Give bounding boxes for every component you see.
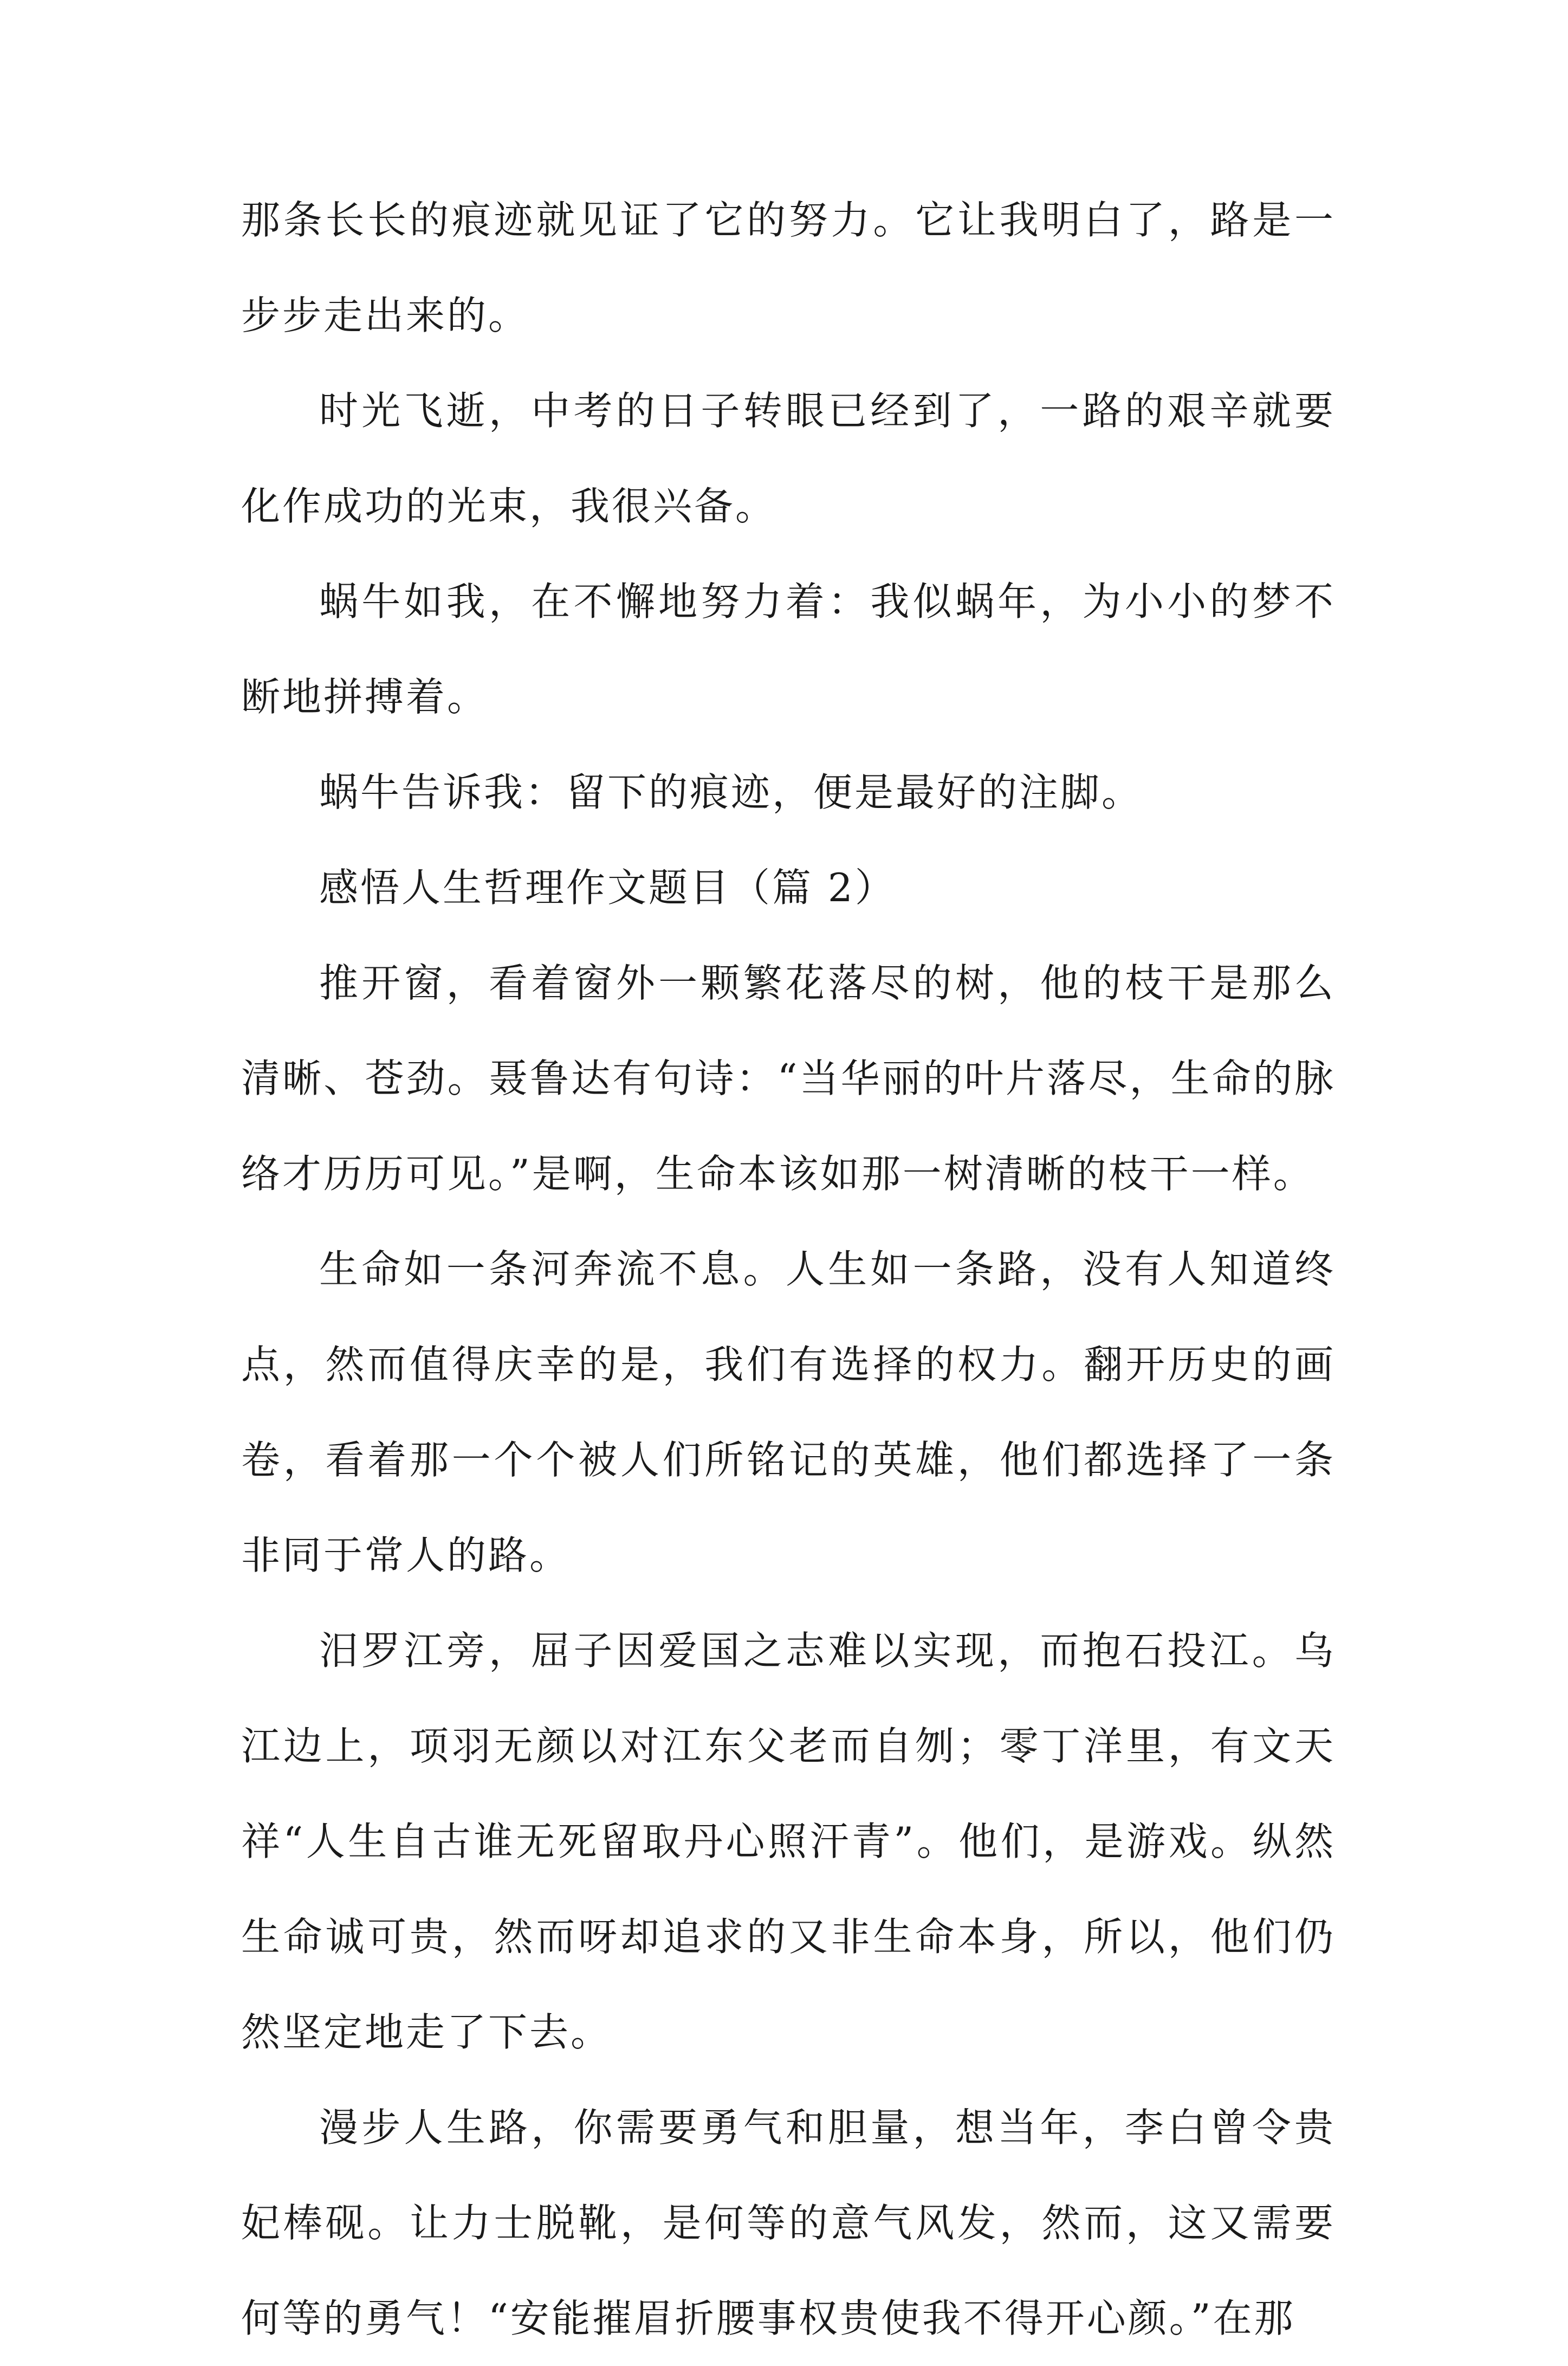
paragraph-8: 漫步人生路，你需要勇气和胆量，想当年，李白曾令贵妃棒砚。让力士脱靴，是何等的意气风发，然而，这又需要何等的勇气！“安能摧眉折腰事权贵使我不得开心颜。”在那 [241,2105,1336,2341]
paragraph-7: 汨罗江旁，屈子因爱国之志难以实现，而抱石投江。乌江边上，项羽无颜以对江东父老而自刎；零丁洋里，有文天祥“人生自古谁无死留取丹心照汗青”。他们，是游戏。纵然生命诚可贵，然而呀却追求的又非生命本身，所以，他们仍然坚定地走了下去。 [241,1628,1336,2055]
paragraph-6: 生命如一条河奔流不息。人生如一条路，没有人知道终点，然而值得庆幸的是，我们有选择的权力。翻开历史的画卷，看着那一个个被人们所铭记的英雄，他们都选择了一条非同于常人的路。 [241,1246,1336,1578]
paragraph-2: 时光飞逝，中考的日子转眼已经到了，一路的艰辛就要化作成功的光束，我很兴备。 [241,388,1336,529]
paragraph-1: 那条长长的痕迹就见证了它的努力。它让我明白了，路是一步步走出来的。 [241,197,1336,338]
paragraph-3: 蜗牛如我，在不懈地努力着：我似蜗年，为小小的梦不断地拼搏着。 [241,579,1336,720]
paragraph-4: 蜗牛告诉我：留下的痕迹，便是最好的注脚。 [319,770,1143,815]
paragraph-5: 推开窗，看着窗外一颗繁花落尽的树，他的枝干是那么清晰、苍劲。聂鲁达有句诗：“当华丽的叶片落尽，生命的脉络才历历可见。”是啊，生命本该如那一树清晰的枝干一样。 [241,960,1336,1197]
section-heading: 感悟人生哲理作文题目（篇 2） [319,865,896,910]
document-body [241,172,1336,2366]
